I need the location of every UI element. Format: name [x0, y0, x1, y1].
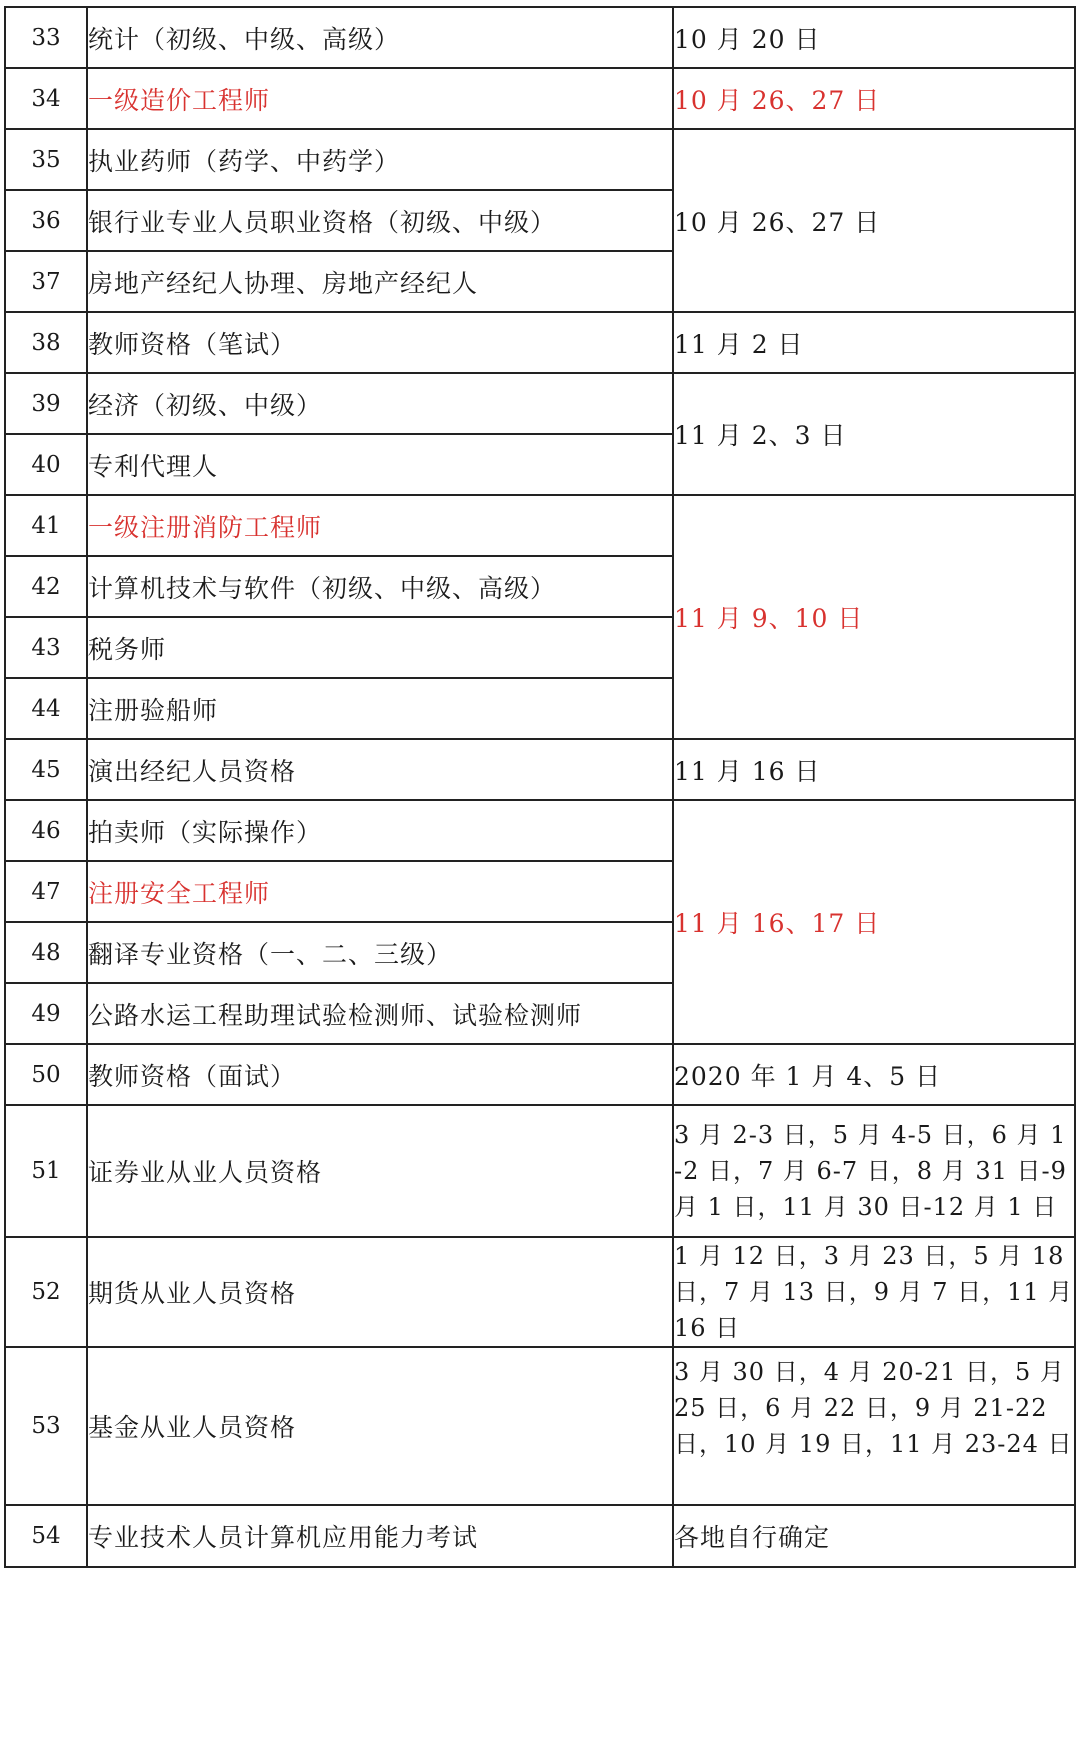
exam-schedule-table: [4, 6, 1076, 1568]
table-row: [5, 7, 1075, 68]
exam-date: 3 月 2-3 日，5 月 4-5 日，6 月 1-2 日，7 月 6-7 日，8 月 31 日-9 月 1 日，11 月 30 日-12 月 1 日: [673, 1105, 1075, 1237]
row-number: 35: [5, 129, 87, 190]
row-number: 37: [5, 251, 87, 312]
exam-name: 翻译专业资格（一、二、三级）: [87, 922, 673, 983]
table-row: [5, 800, 1075, 861]
row-number: 49: [5, 983, 87, 1044]
exam-date: 11 月 2 日: [673, 312, 1075, 373]
row-number: 52: [5, 1237, 87, 1347]
row-number: 39: [5, 373, 87, 434]
table-row: [5, 495, 1075, 556]
row-number: 45: [5, 739, 87, 800]
row-number: 48: [5, 922, 87, 983]
exam-name: 统计（初级、中级、高级）: [87, 7, 673, 68]
exam-name: 经济（初级、中级）: [87, 373, 673, 434]
exam-name: 专利代理人: [87, 434, 673, 495]
exam-name: 专业技术人员计算机应用能力考试: [87, 1505, 673, 1567]
exam-date: 11 月 9、10 日: [673, 495, 1075, 739]
exam-date: 各地自行确定: [673, 1505, 1075, 1567]
row-number: 44: [5, 678, 87, 739]
row-number: 46: [5, 800, 87, 861]
table-row: [5, 1044, 1075, 1105]
exam-name: 期货从业人员资格: [87, 1237, 673, 1347]
exam-date: 1 月 12 日，3 月 23 日，5 月 18 日，7 月 13 日，9 月 7 日，11 月 16 日: [673, 1237, 1075, 1347]
exam-date: 10 月 26、27 日: [673, 129, 1075, 312]
exam-name: 执业药师（药学、中药学）: [87, 129, 673, 190]
row-number: 33: [5, 7, 87, 68]
row-number: 36: [5, 190, 87, 251]
row-number: 54: [5, 1505, 87, 1567]
exam-date: 11 月 16、17 日: [673, 800, 1075, 1044]
table-row: [5, 1105, 1075, 1237]
row-number: 40: [5, 434, 87, 495]
table-row: [5, 129, 1075, 190]
exam-name: 房地产经纪人协理、房地产经纪人: [87, 251, 673, 312]
row-number: 38: [5, 312, 87, 373]
exam-date: 2020 年 1 月 4、5 日: [673, 1044, 1075, 1105]
exam-name: 注册安全工程师: [87, 861, 673, 922]
row-number: 34: [5, 68, 87, 129]
exam-name: 教师资格（笔试）: [87, 312, 673, 373]
table-row: [5, 68, 1075, 129]
exam-date: 3 月 30 日，4 月 20-21 日，5 月 25 日，6 月 22 日，9 月 21-22 日，10 月 19 日，11 月 23-24 日: [673, 1347, 1075, 1505]
row-number: 53: [5, 1347, 87, 1505]
table-row: [5, 1347, 1075, 1505]
row-number: 42: [5, 556, 87, 617]
exam-name: 一级注册消防工程师: [87, 495, 673, 556]
exam-name: 证券业从业人员资格: [87, 1105, 673, 1237]
row-number: 50: [5, 1044, 87, 1105]
table-row: [5, 312, 1075, 373]
table-row: [5, 373, 1075, 434]
row-number: 43: [5, 617, 87, 678]
exam-name: 税务师: [87, 617, 673, 678]
exam-date: 10 月 20 日: [673, 7, 1075, 68]
row-number: 47: [5, 861, 87, 922]
exam-name: 计算机技术与软件（初级、中级、高级）: [87, 556, 673, 617]
exam-name: 演出经纪人员资格: [87, 739, 673, 800]
exam-name: 银行业专业人员职业资格（初级、中级）: [87, 190, 673, 251]
table-row: [5, 739, 1075, 800]
exam-name: 注册验船师: [87, 678, 673, 739]
table-row: [5, 1237, 1075, 1347]
exam-name: 一级造价工程师: [87, 68, 673, 129]
exam-date: 10 月 26、27 日: [673, 68, 1075, 129]
table-row: [5, 1505, 1075, 1567]
exam-date: 11 月 16 日: [673, 739, 1075, 800]
exam-name: 教师资格（面试）: [87, 1044, 673, 1105]
exam-name: 拍卖师（实际操作）: [87, 800, 673, 861]
exam-date: 11 月 2、3 日: [673, 373, 1075, 495]
row-number: 51: [5, 1105, 87, 1237]
exam-name: 基金从业人员资格: [87, 1347, 673, 1505]
row-number: 41: [5, 495, 87, 556]
exam-name: 公路水运工程助理试验检测师、试验检测师: [87, 983, 673, 1044]
